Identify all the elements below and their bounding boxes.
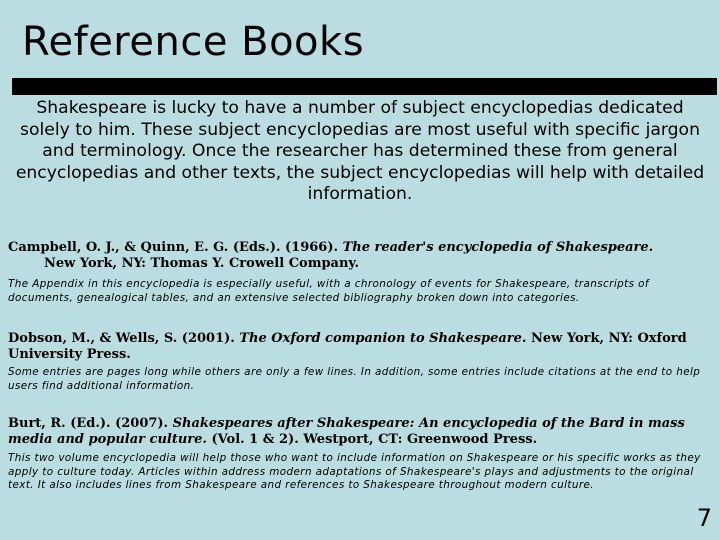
annotation-campbell: The Appendix in this encyclopedia is especially useful, with a chronology of events for Shakespeare, transcripts of documents, genealogical tables, and an extensive selected bibliography broken down into categories. [8, 278, 649, 304]
intro-paragraph: Shakespeare is lucky to have a number of subject encyclopedias dedicated solely to him. These subject encyclopedias are most useful with specific jargon and terminology. Once the researcher has determined these from general encyclopedias and other texts, the subject encyclopedias will help with detailed information. [15, 98, 705, 204]
citation-authors: Burt, R. (Ed.). (2007). [8, 416, 173, 431]
title-divider [12, 78, 717, 95]
citation-authors: Dobson, M., & Wells, S. (2001). [8, 331, 240, 346]
annotation-dobson: Some entries are pages long while others are only a few lines. In addition, some entries include citations at the end to help users find additional information. [8, 366, 701, 392]
slide-title: Reference Books [22, 19, 365, 65]
citation-publisher: New York, NY: Oxford University Press. [8, 331, 687, 362]
citation-title: The Oxford companion to Shakespeare. [239, 331, 527, 346]
citation-publisher: New York, NY: Thomas Y. Crowell Company. [44, 256, 360, 271]
citation-burt [8, 416, 714, 448]
citation-title: Shakespeares after Shakespeare: An encyclopedia of the Bard in mass media and popular culture. [8, 416, 685, 447]
citation-publisher: (Vol. 1 & 2). Westport, CT: Greenwood Press. [206, 432, 538, 447]
citation-title: The reader's encyclopedia of Shakespeare. [342, 240, 654, 255]
citation-campbell [8, 240, 714, 272]
citation-dobson [8, 331, 714, 363]
citation-authors: Campbell, O. J., & Quinn, E. G. (Eds.). (1966). [8, 240, 343, 255]
annotation-burt: This two volume encyclopedia will help those who want to include information on Shakespeare or his specific works as they apply to culture today. Articles within address modern adaptations of Shakespeare's plays and adjustments to the original text. It also includes lines from Shakespeare and references to Shakespeare throughout modern culture. [8, 452, 701, 491]
page-number: 7 [696, 504, 712, 532]
